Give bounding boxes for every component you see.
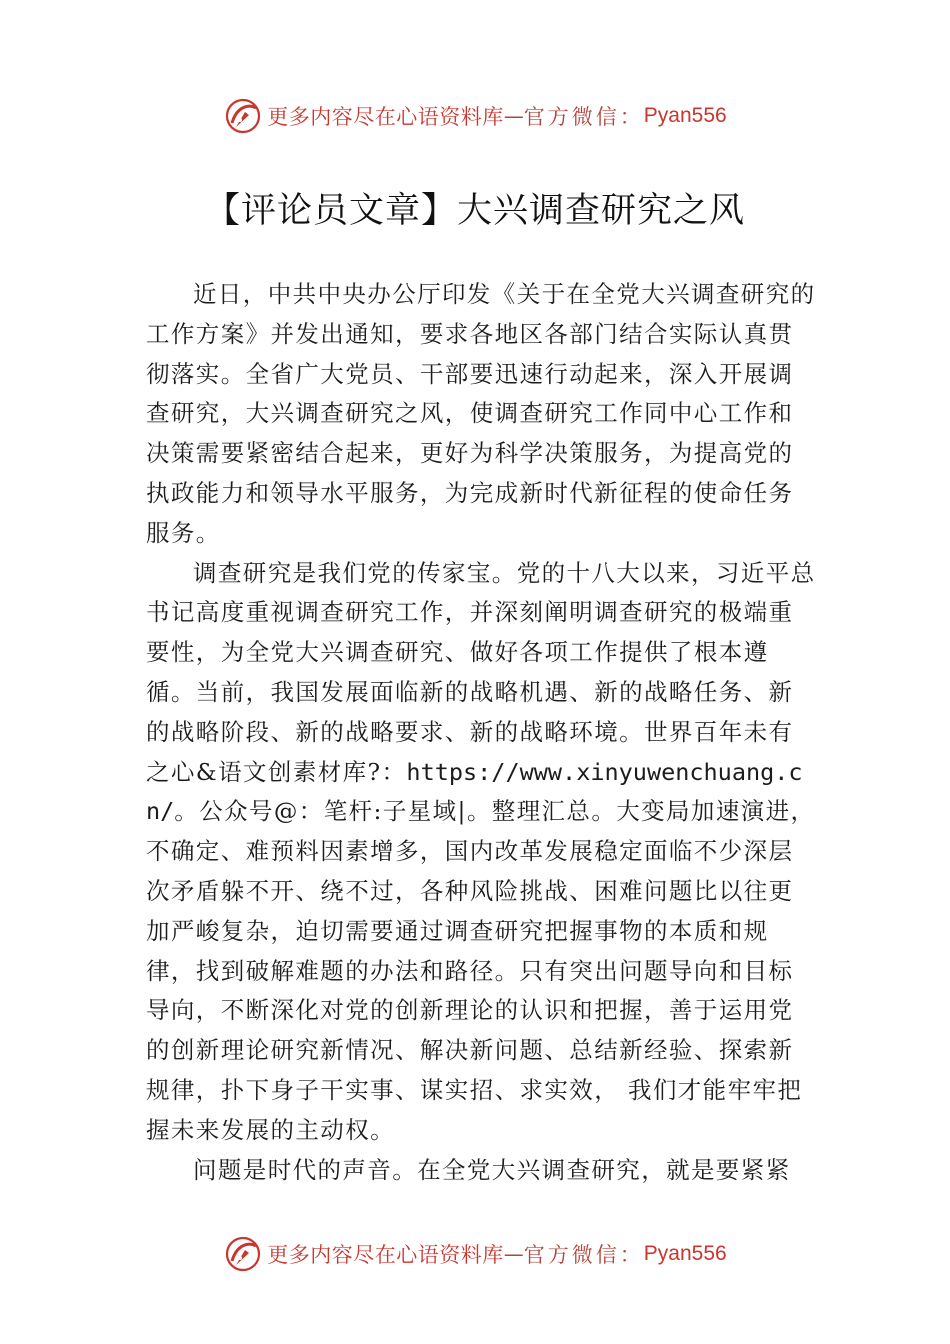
banner-wechat-id: Pyan556	[643, 104, 727, 127]
watermark-url-link[interactable]: https://www.xinyuwenchuang.cn/	[146, 757, 803, 826]
banner-dash: —	[503, 1242, 524, 1266]
header-banner	[0, 92, 950, 140]
banner-text: 更多内容尽在心语资料库	[267, 1243, 504, 1267]
banner-wechat-id: Pyan556	[643, 1242, 727, 1265]
paragraph-2-text-b: 。公众号@：笔杆:子星域|。整理汇总。大变局加速演进，不确定、难预料因素增多，国内改革发展稳定面临不少深层次矛盾躲不开、绕不过，各种风险挑战、困难问题比以往更加严峻复杂，迫切需要通过调查研究把握事物的本质和规律，找到破解难题的办法和路径。只有突出问题导向和目标导向，不断深化对党的创新理论的认识和把握，善于运用党的创新理论研究新情况、解决新问题、总结新经验、探索新规律，扑下身子干实事、谋实招、求实效， 我们才能牢牢把握未来发展的主动权。	[146, 797, 816, 1144]
paragraph-3: 问题是时代的声音。在全党大兴调查研究，就是要紧紧	[193, 1155, 791, 1184]
pen-logo-icon	[223, 96, 263, 136]
paragraph-2-text-a: 调查研究是我们党的传家宝。党的十八大以来，习近平总书记高度重视调查研究工作，并深刻阐明调查研究的极端重要性，为全党大兴调查研究、做好各项工作提供了根本遵循。当前，我国发展面临新的战略机遇、新的战略任务、新的战略阶段、新的战略要求、新的战略环境。世界百年未有之心&语文创素材库?：	[146, 558, 816, 786]
footer-banner	[0, 1230, 950, 1278]
article-title: 【评论员文章】大兴调查研究之风	[204, 191, 745, 231]
pen-logo-icon	[223, 1234, 263, 1274]
paragraph-1: 近日，中共中央办公厅印发《关于在全党大兴调查研究的工作方案》并发出通知，要求各地区各部门结合实际认真贯彻落实。全省广大党员、干部要迅速行动起来，深入开展调查研究，大兴调查研究之风，使调查研究工作同中心工作和决策需要紧密结合起来，更好为科学决策服务，为提高党的执政能力和领导水平服务，为完成新时代新征程的使命任务服务。	[146, 280, 816, 547]
banner-wechat-label: 官方微信：	[523, 1243, 644, 1267]
banner-dash: —	[503, 104, 524, 128]
banner-text: 更多内容尽在心语资料库	[267, 105, 504, 129]
article-body	[146, 275, 818, 1190]
paragraph-2	[146, 554, 818, 1151]
banner-wechat-label: 官方微信：	[523, 105, 644, 129]
